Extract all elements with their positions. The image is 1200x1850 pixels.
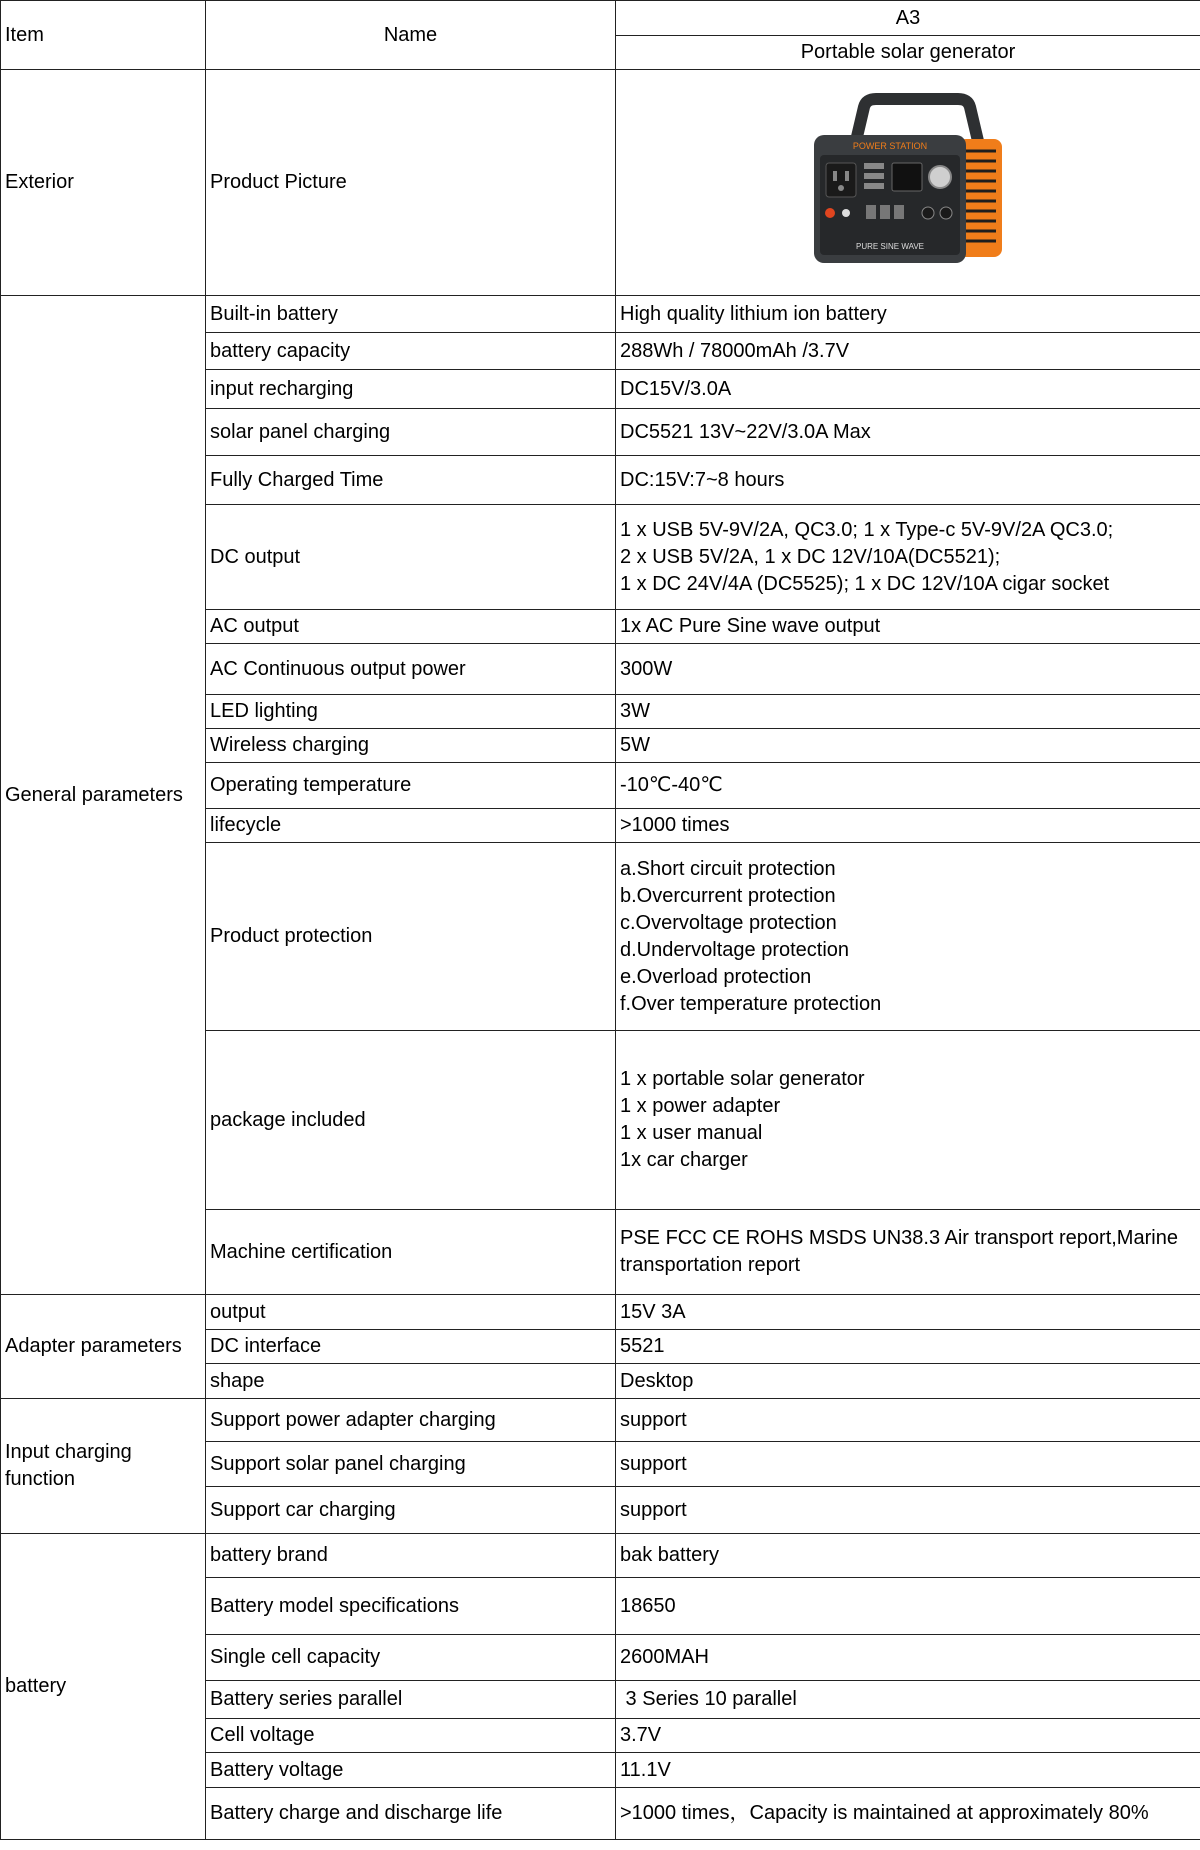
param-value: -10℃-40℃ [616,763,1200,809]
param-name: Battery model specifications [206,1578,616,1635]
header-item: Item [1,1,206,70]
param-value: High quality lithium ion battery [616,296,1200,333]
category-input-charging: Input charging function [1,1399,206,1534]
param-value: >1000 times，Capacity is maintained at approximately 80% [616,1788,1200,1840]
param-name: battery capacity [206,333,616,370]
param-name: AC Continuous output power [206,644,616,695]
image-bottom-label: PURE SINE WAVE [855,241,925,251]
param-value: Desktop [616,1364,1200,1399]
param-name: package included [206,1031,616,1210]
param-name: DC interface [206,1330,616,1364]
param-value: 300W [616,644,1200,695]
param-value: 1 x USB 5V-9V/2A, QC3.0; 1 x Type-c 5V-9V/2A QC3.0; 2 x USB 5V/2A, 1 x DC 12V/10A(DC5521); 1 x DC 24V/4A (DC5525); 1 x DC 12V/10A cigar socket [616,505,1200,610]
param-name: LED lighting [206,695,616,729]
param-value: DC15V/3.0A [616,370,1200,409]
product-picture-label: Product Picture [206,70,616,296]
param-name: Support power adapter charging [206,1399,616,1442]
param-value: 5W [616,729,1200,763]
param-value: 288Wh / 78000mAh /3.7V [616,333,1200,370]
param-name: Support car charging [206,1487,616,1534]
category-general: General parameters [1,296,206,1295]
param-value: 3.7V [616,1719,1200,1753]
param-name: Battery voltage [206,1753,616,1788]
param-name: input recharging [206,370,616,409]
param-name: battery brand [206,1534,616,1578]
param-name: Fully Charged Time [206,456,616,505]
param-value: 1 x portable solar generator 1 x power adapter 1 x user manual 1x car charger [616,1031,1200,1210]
product-picture-cell [616,70,1200,296]
param-value: 3 Series 10 parallel [616,1681,1200,1719]
param-name: Support solar panel charging [206,1442,616,1487]
param-value: support [616,1442,1200,1487]
param-name: Product protection [206,843,616,1031]
param-value: 5521 [616,1330,1200,1364]
param-value: DC:15V:7~8 hours [616,456,1200,505]
param-value: 15V 3A [616,1295,1200,1330]
param-name: output [206,1295,616,1330]
param-name: Cell voltage [206,1719,616,1753]
param-value: support [616,1487,1200,1534]
header-name: Name [206,1,616,70]
param-name: Operating temperature [206,763,616,809]
param-name: lifecycle [206,809,616,843]
param-value: a.Short circuit protection b.Overcurrent protection c.Overvoltage protection d.Undervoltage protection e.Overload protection f.Over temperature protection [616,843,1200,1031]
param-value: 2600MAH [616,1635,1200,1681]
param-name: Battery charge and discharge life [206,1788,616,1840]
param-name: Wireless charging [206,729,616,763]
image-top-label: POWER STATION [852,140,928,151]
param-value: 3W [616,695,1200,729]
header-product-name: Portable solar generator [616,36,1200,70]
param-value: 18650 [616,1578,1200,1635]
param-value: 11.1V [616,1753,1200,1788]
param-name: AC output [206,610,616,644]
product-image [808,93,1008,273]
param-value: DC5521 13V~22V/3.0A Max [616,409,1200,456]
category-adapter: Adapter parameters [1,1295,206,1399]
param-name: Built-in battery [206,296,616,333]
param-name: DC output [206,505,616,610]
category-battery: battery [1,1534,206,1840]
param-value: PSE FCC CE ROHS MSDS UN38.3 Air transport report,Marine transportation report [616,1210,1200,1295]
param-name: shape [206,1364,616,1399]
param-name: Single cell capacity [206,1635,616,1681]
param-value: 1x AC Pure Sine wave output [616,610,1200,644]
param-value: support [616,1399,1200,1442]
header-model: A3 [616,1,1200,36]
category-exterior: Exterior [1,70,206,296]
param-name: Machine certification [206,1210,616,1295]
param-name: solar panel charging [206,409,616,456]
param-value: bak battery [616,1534,1200,1578]
param-name: Battery series parallel [206,1681,616,1719]
param-value: >1000 times [616,809,1200,843]
